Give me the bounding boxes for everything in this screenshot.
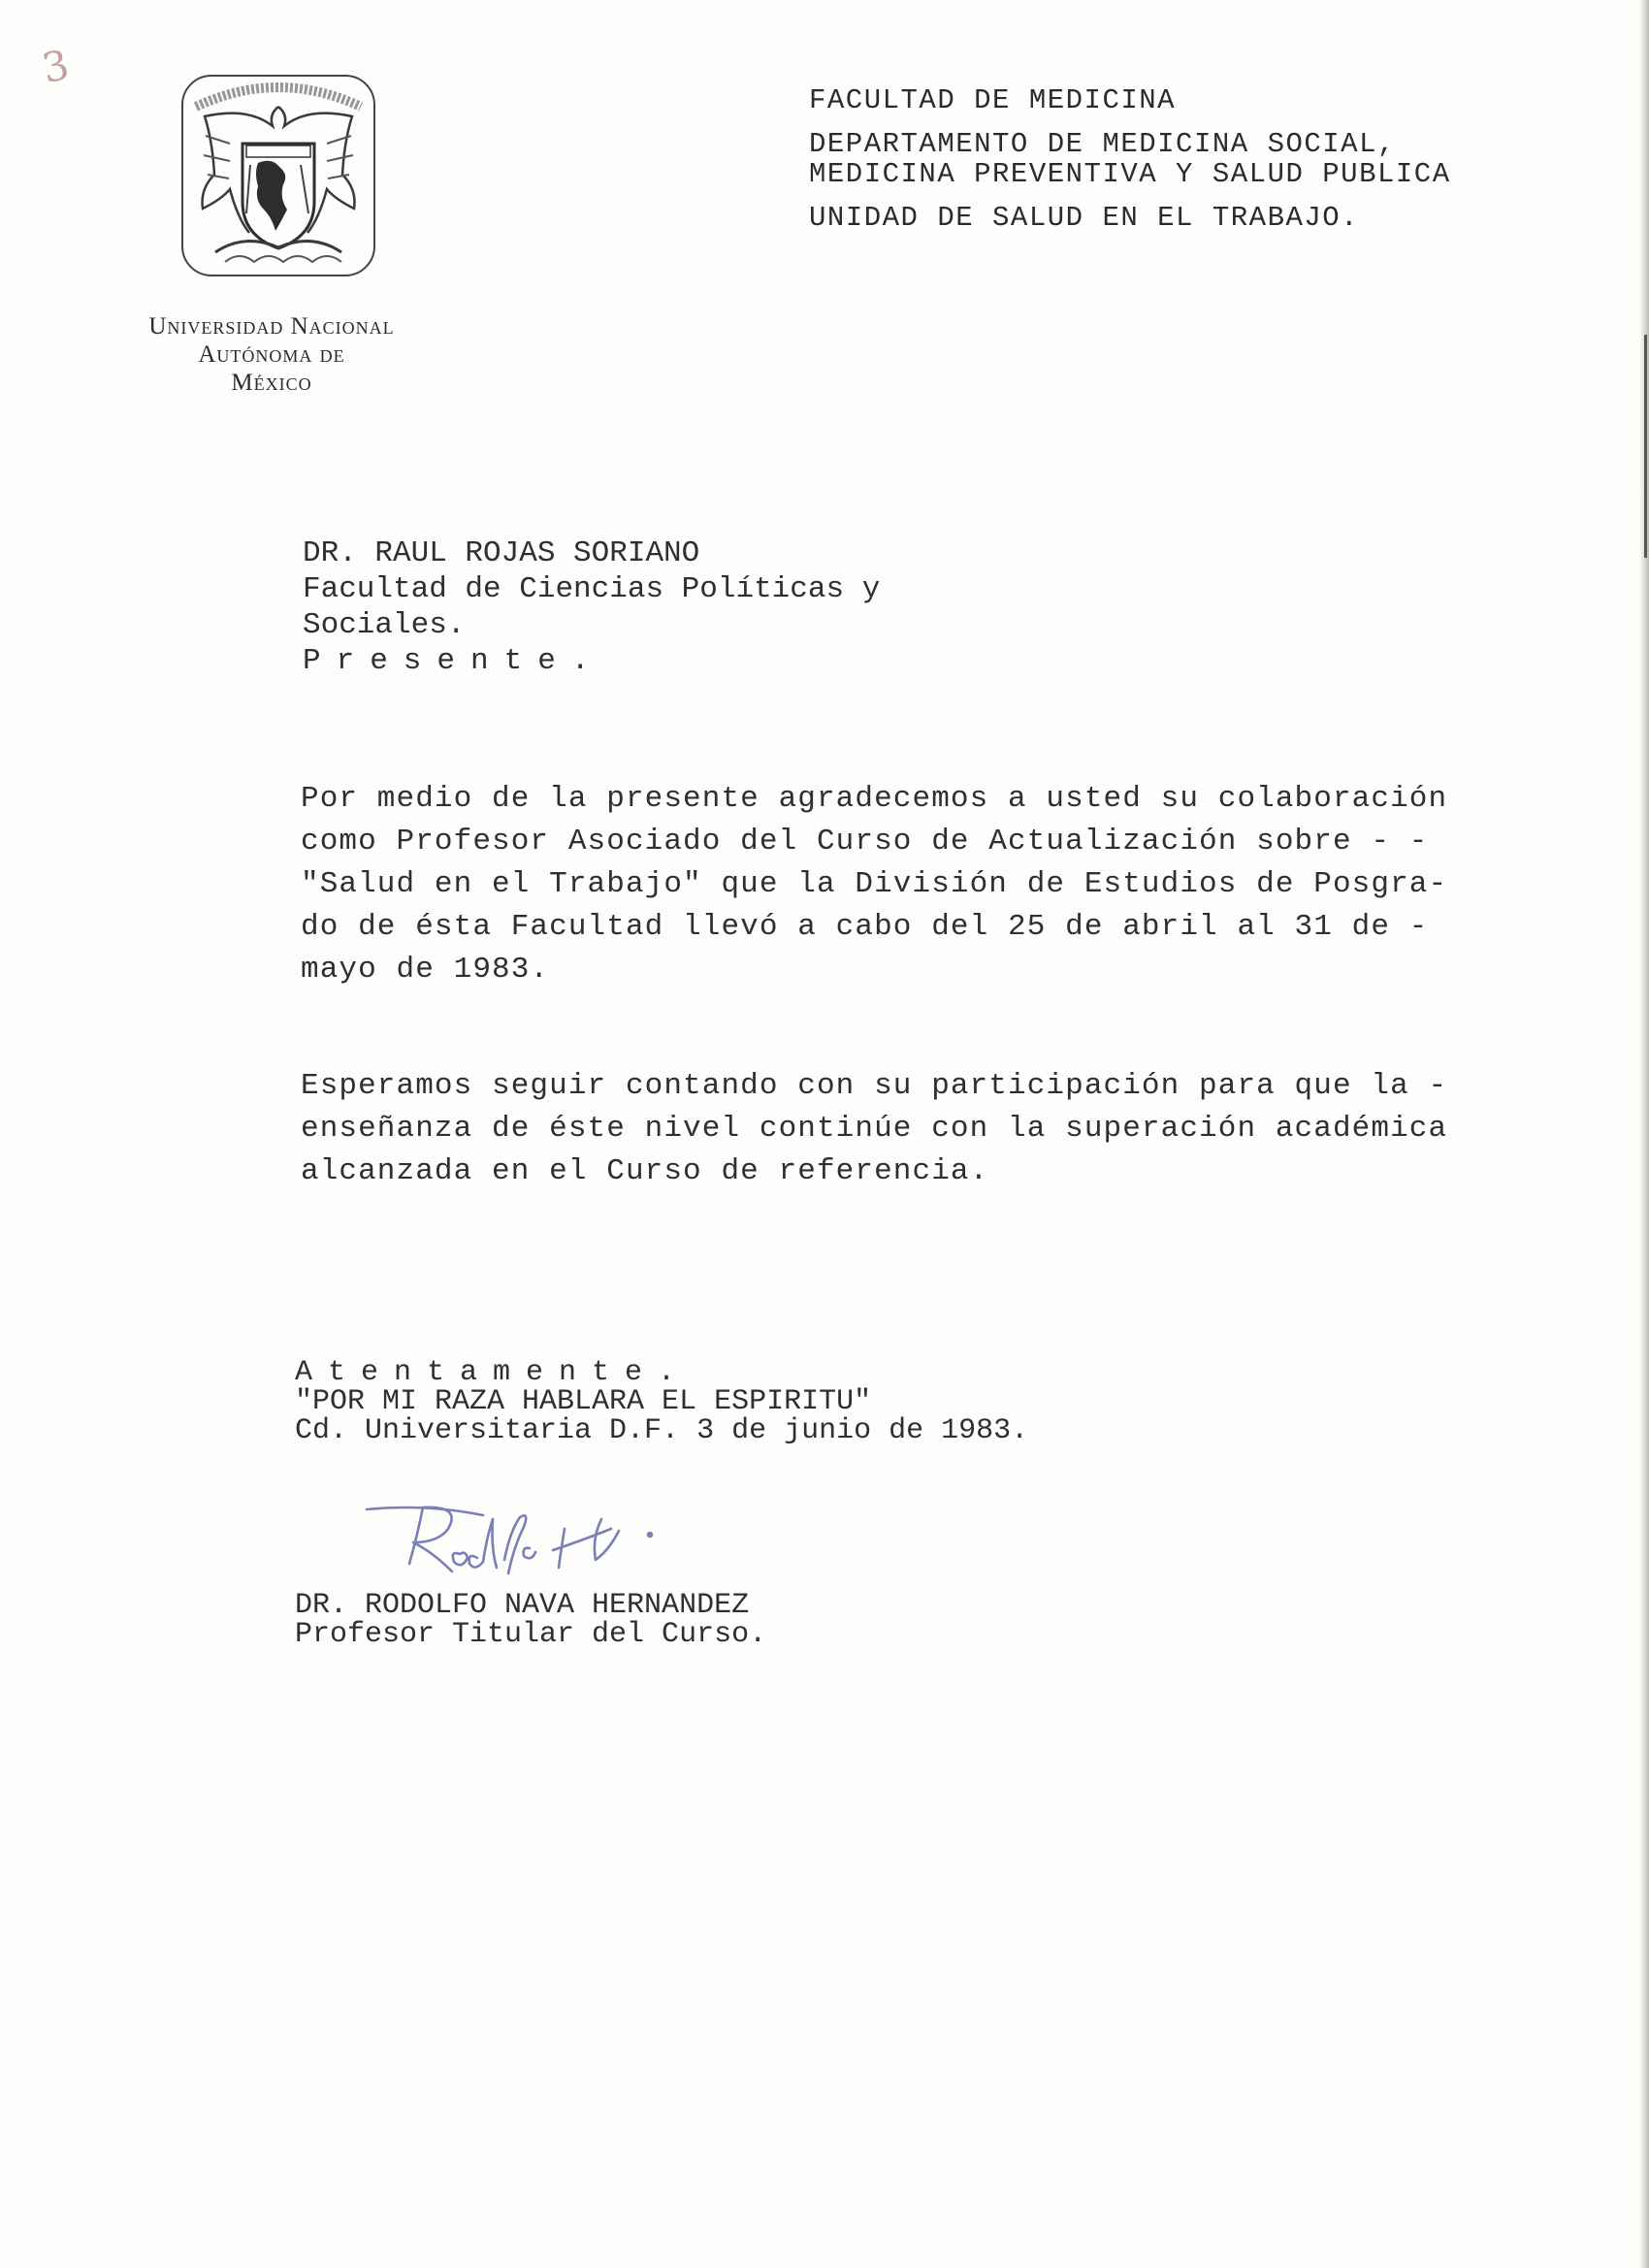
closing-block bbox=[295, 1358, 1028, 1445]
signatory-name: DR. RODOLFO NAVA HERNANDEZ bbox=[295, 1589, 750, 1622]
body-line: alcanzada en el Curso de referencia. bbox=[301, 1154, 989, 1188]
body-line: mayo de 1983. bbox=[301, 953, 550, 987]
department-name-line2: MEDICINA PREVENTIVA Y SALUD PUBLICA bbox=[809, 158, 1451, 190]
closing-motto: "POR MI RAZA HABLARA EL ESPIRITU" bbox=[295, 1385, 872, 1418]
department-header bbox=[809, 85, 1451, 233]
university-line: Universidad Nacional bbox=[148, 313, 395, 340]
university-line: México bbox=[231, 370, 312, 396]
body-line: "Salud en el Trabajo" que la División de Estudios de Posgra- bbox=[301, 867, 1448, 901]
closing-atentamente: Atentamente. bbox=[295, 1356, 692, 1389]
university-line: Autónoma de bbox=[198, 341, 345, 368]
addressee-name: DR. RAUL ROJAS SORIANO bbox=[303, 536, 700, 570]
faculty-name: FACULTAD DE MEDICINA bbox=[809, 84, 1177, 116]
department-name-line1: DEPARTAMENTO DE MEDICINA SOCIAL, bbox=[809, 128, 1396, 160]
addressee-block bbox=[303, 535, 880, 679]
body-line: enseñanza de éste nivel continúe con la superación académica bbox=[301, 1112, 1448, 1146]
addressee-presente: Presente. bbox=[303, 644, 605, 678]
body-line: Por medio de la presente agradecemos a usted su colaboración bbox=[301, 782, 1448, 816]
paper-edge-mark bbox=[1644, 335, 1647, 558]
body-paragraph-1 bbox=[301, 778, 1447, 991]
handwritten-signature bbox=[359, 1490, 708, 1597]
unit-name: UNIDAD DE SALUD EN EL TRABAJO. bbox=[809, 202, 1360, 234]
university-name bbox=[116, 312, 427, 397]
unam-seal-logo bbox=[177, 68, 380, 291]
shield-map-icon bbox=[242, 144, 314, 248]
signatory-title: Profesor Titular del Curso. bbox=[295, 1618, 767, 1651]
addressee-affiliation-line1: Facultad de Ciencias Políticas y bbox=[303, 572, 881, 606]
pencil-margin-mark: 3 bbox=[38, 40, 74, 93]
body-line: como Profesor Asociado del Curso de Actualización sobre - - bbox=[301, 825, 1429, 859]
body-line: do de ésta Facultad llevó a cabo del 25 de abril al 31 de - bbox=[301, 910, 1429, 944]
addressee-affiliation-line2: Sociales. bbox=[303, 608, 466, 642]
body-line: Esperamos seguir contando con su participación para que la - bbox=[301, 1069, 1448, 1103]
closing-place-date: Cd. Universitaria D.F. 3 de junio de 1983. bbox=[295, 1414, 1029, 1447]
signatory-block bbox=[295, 1591, 766, 1649]
body-paragraph-2 bbox=[301, 1065, 1447, 1193]
